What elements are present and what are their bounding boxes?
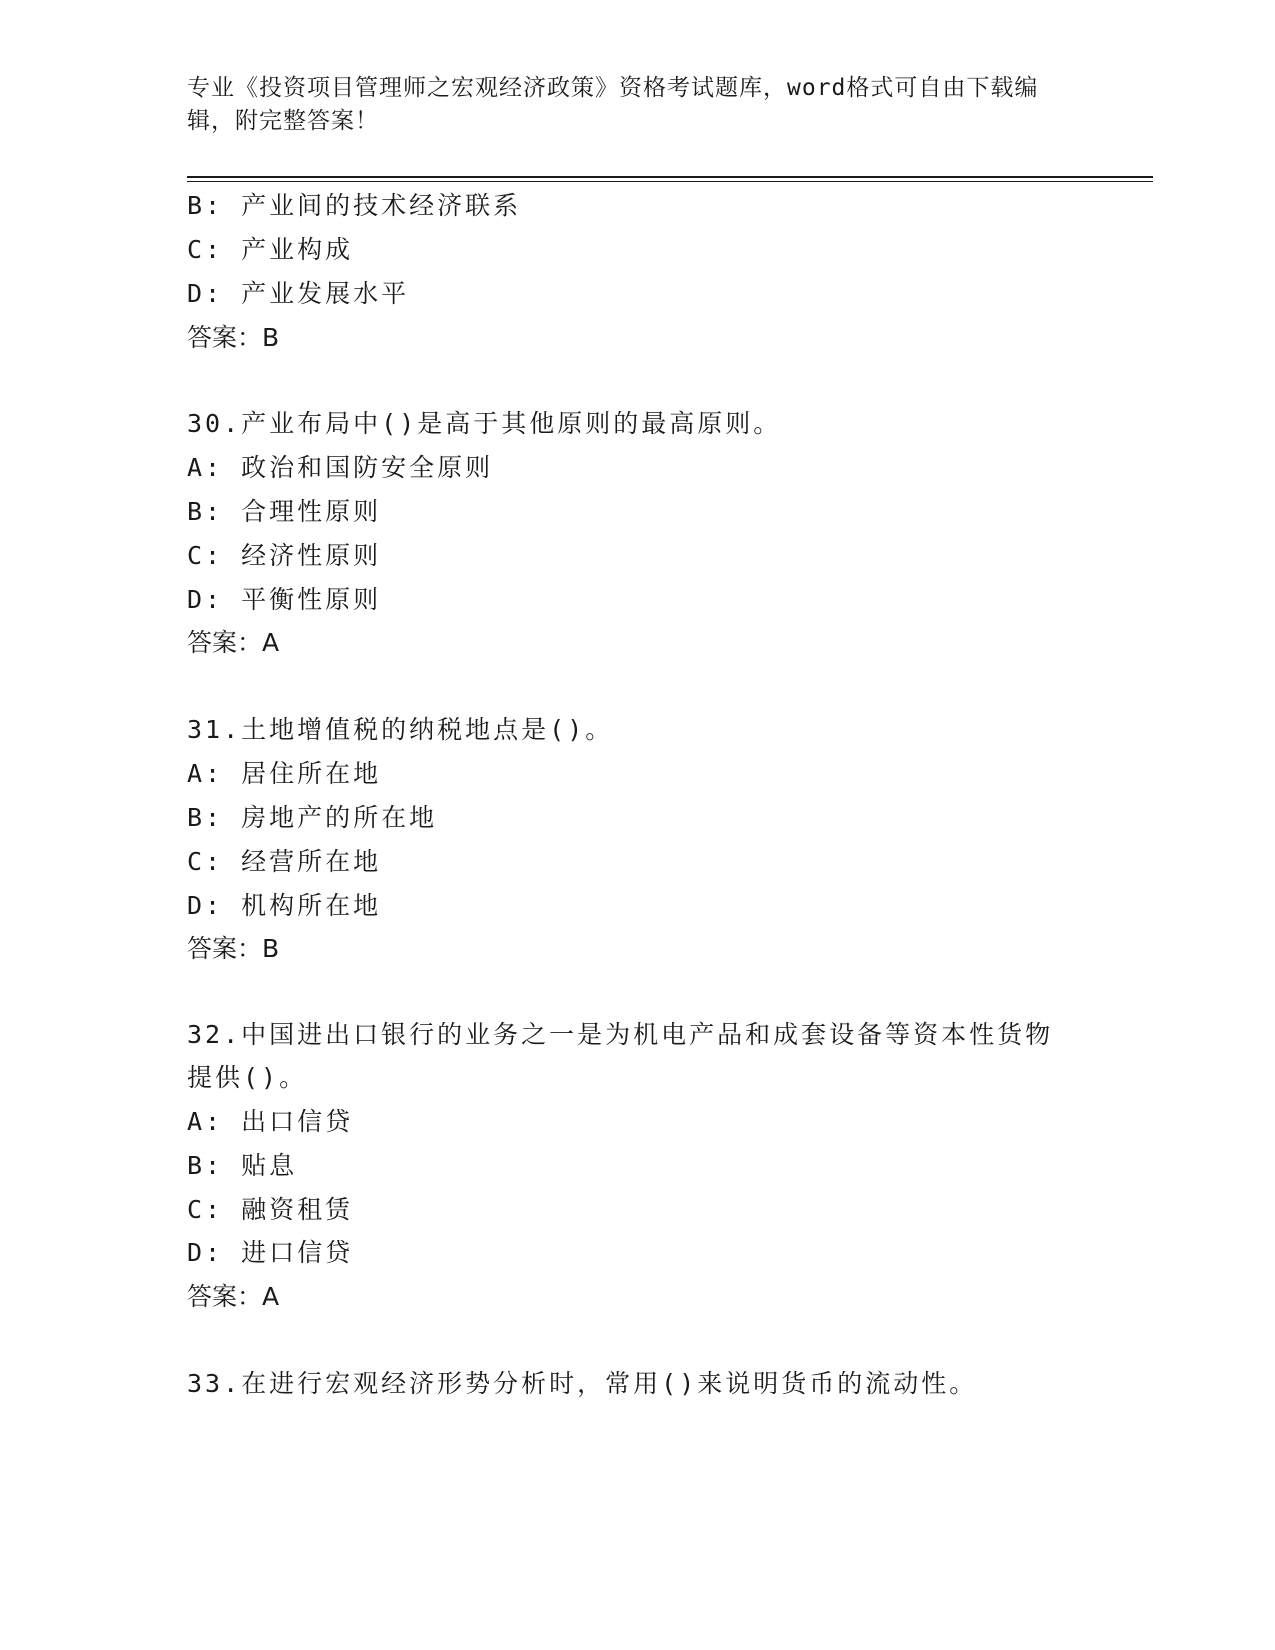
option-line: B: 产业间的技术经济联系 xyxy=(187,191,522,220)
option-line: A: 出口信贷 xyxy=(187,1107,354,1136)
option-line: B: 贴息 xyxy=(187,1151,298,1180)
option-line: B: 合理性原则 xyxy=(187,497,382,526)
answer-line: 答案：B xyxy=(187,323,280,352)
question-text: 30.产业布局中()是高于其他原则的最高原则。 xyxy=(187,409,782,438)
option-line: A: 居住所在地 xyxy=(187,759,382,788)
option-line: C: 融资租赁 xyxy=(187,1195,354,1224)
option-line: C: 产业构成 xyxy=(187,235,354,264)
answer-line: 答案：A xyxy=(187,628,280,657)
option-line: C: 经济性原则 xyxy=(187,541,382,570)
option-line: D: 平衡性原则 xyxy=(187,585,382,614)
question-text: 32.中国进出口银行的业务之一是为机电产品和成套设备等资本性货物 xyxy=(187,1020,1054,1049)
option-line: B: 房地产的所在地 xyxy=(187,803,438,832)
option-line: D: 进口信贷 xyxy=(187,1238,354,1267)
option-line: A: 政治和国防安全原则 xyxy=(187,453,494,482)
question-text-continued: 提供()。 xyxy=(187,1063,308,1092)
option-line: D: 机构所在地 xyxy=(187,891,382,920)
option-line: C: 经营所在地 xyxy=(187,847,382,876)
answer-line: 答案：B xyxy=(187,934,280,963)
option-line: D: 产业发展水平 xyxy=(187,279,410,308)
question-text: 31.土地增值税的纳税地点是()。 xyxy=(187,715,614,744)
header-divider-thick xyxy=(187,176,1153,178)
document-header: 专业《投资项目管理师之宏观经济政策》资格考试题库，word格式可自由下载编辑，附完整答案！ xyxy=(187,75,1039,134)
header-divider-thin xyxy=(187,181,1153,182)
question-text: 33.在进行宏观经济形势分析时，常用()来说明货币的流动性。 xyxy=(187,1369,978,1398)
answer-line: 答案：A xyxy=(187,1282,280,1311)
